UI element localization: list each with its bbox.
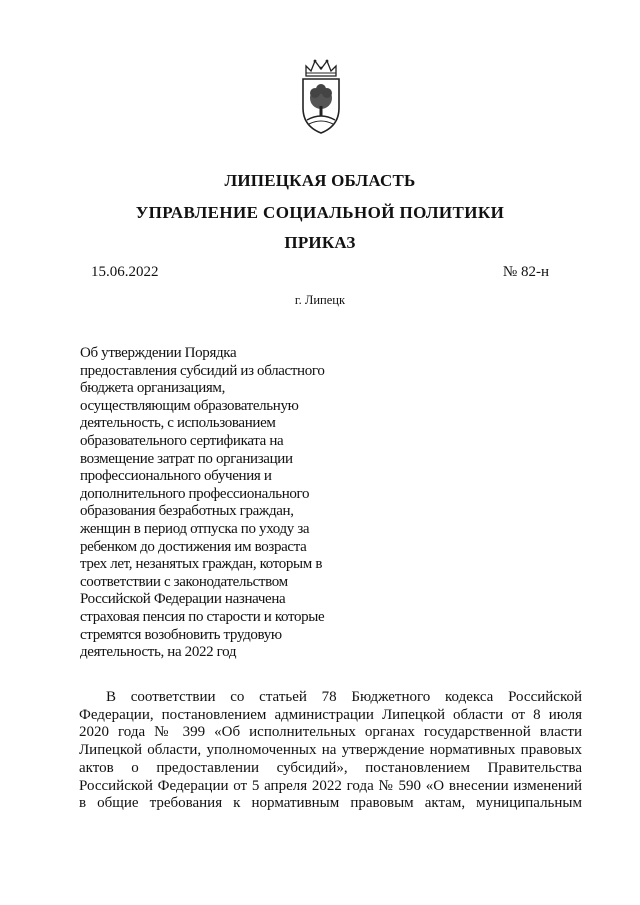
body-line: Липецкой области, уполномоченных на утверждение нормативных правовых <box>79 742 582 759</box>
region-title: ЛИПЕЦКАЯ ОБЛАСТЬ <box>224 171 416 190</box>
body-line: В соответствии со статьей 78 Бюджетного кодекса Российской <box>106 689 582 705</box>
subject-line: деятельность, на 2022 год <box>80 644 237 661</box>
subject-line: Российской Федерации назначена <box>80 591 286 608</box>
subject-line: женщин в период отпуска по уходу за <box>80 520 310 537</box>
subject-line: ребенком до достижения им возраста <box>80 538 307 555</box>
body-line: Российской Федерации от 5 апреля 2022 года № 590 «О внесении изменений <box>79 777 582 794</box>
subject-line: возмещение затрат по организации <box>80 450 293 467</box>
subject-line: предоставления субсидий из областного <box>80 362 325 379</box>
subject-line: трех лет, незанятых граждан, которым в <box>80 556 323 573</box>
body-line: Федерации, постановлением администрации Липецкой области от 8 июля <box>79 706 582 723</box>
subject-line: стремятся возобновить трудовую <box>80 626 282 643</box>
subject-line: дополнительного профессионального <box>80 485 310 502</box>
document-type-title: ПРИКАЗ <box>284 233 356 252</box>
subject-line: осуществляющим образовательную <box>80 397 299 414</box>
subject-line: образовательного сертификата на <box>80 432 284 449</box>
department-title: УПРАВЛЕНИЕ СОЦИАЛЬНОЙ ПОЛИТИКИ <box>135 203 505 222</box>
subject-line: соответствии с законодательством <box>80 573 288 590</box>
subject-line: бюджета организациям, <box>80 380 225 397</box>
body-paragraph <box>79 689 582 813</box>
order-subject <box>80 345 380 662</box>
body-line: 2020 года № 399 «Об исполнительных органах государственной власти <box>79 724 582 741</box>
body-line: в общие требования к нормативным правовым актам, муниципальным <box>79 795 582 812</box>
body-line: актов о предоставлении субсидий», постановлением Правительства <box>79 759 582 776</box>
lipetsk-coat-of-arms-icon <box>298 58 344 136</box>
document-city: г. Липецк <box>294 293 346 307</box>
document-date: 15.06.2022 <box>91 264 159 280</box>
subject-line: Об утверждении Порядка <box>80 345 237 361</box>
subject-line: профессионального обучения и <box>80 468 272 485</box>
document-number: № 82-н <box>502 264 549 280</box>
subject-line: деятельность, с использованием <box>80 415 276 432</box>
subject-line: страховая пенсия по старости и которые <box>80 608 325 625</box>
subject-line: образования безработных граждан, <box>80 503 294 520</box>
